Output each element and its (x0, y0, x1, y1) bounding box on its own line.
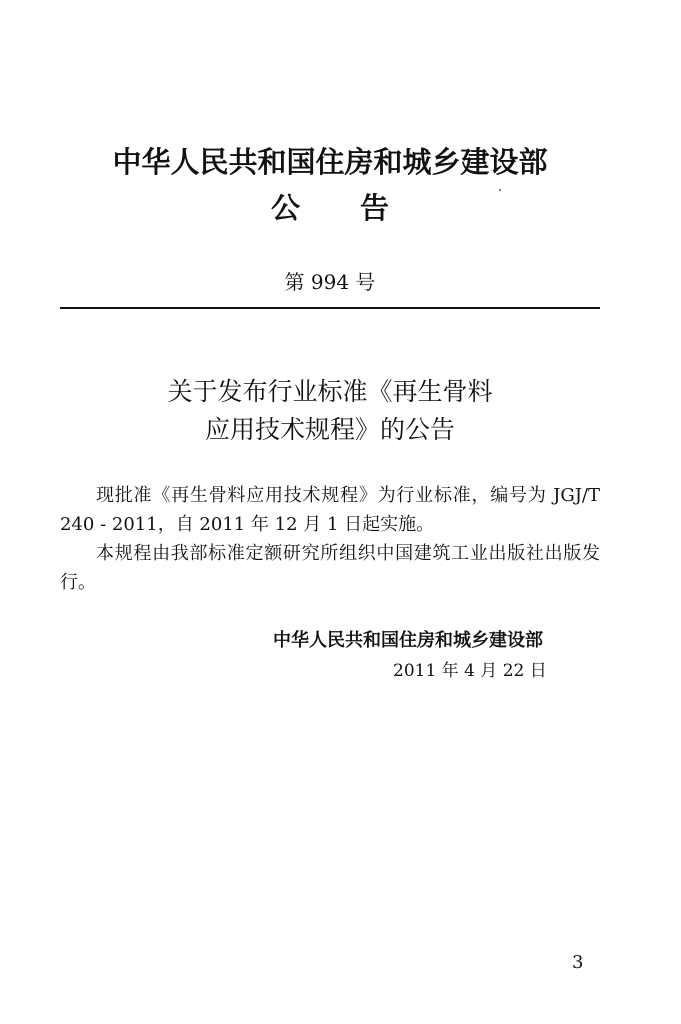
document-number: 第 994 号 (284, 270, 376, 294)
announcement-heading-line1: 关于发布行业标准《再生骨料 (167, 377, 493, 406)
header-divider (60, 307, 600, 309)
document-type: 公告 (270, 191, 449, 225)
scan-speck (499, 189, 501, 191)
body-paragraph-2: 本规程由我部标准定额研究所组织中国建筑工业出版社出版发行。 (60, 543, 600, 593)
signature-date: 2011 年 4 月 22 日 (393, 661, 547, 681)
page-number: 3 (572, 952, 584, 973)
body-paragraph-1: 现批准《再生骨料应用技术规程》为行业标准，编号为 JGJ/T 240 - 2011，自 2011 年 12 月 1 日起实施。 (60, 485, 600, 535)
issuer-title: 中华人民共和国住房和城乡建设部 (112, 145, 548, 179)
signature-issuer: 中华人民共和国住房和城乡建设部 (273, 630, 543, 651)
announcement-heading-line2: 应用技术规程》的公告 (204, 415, 455, 444)
